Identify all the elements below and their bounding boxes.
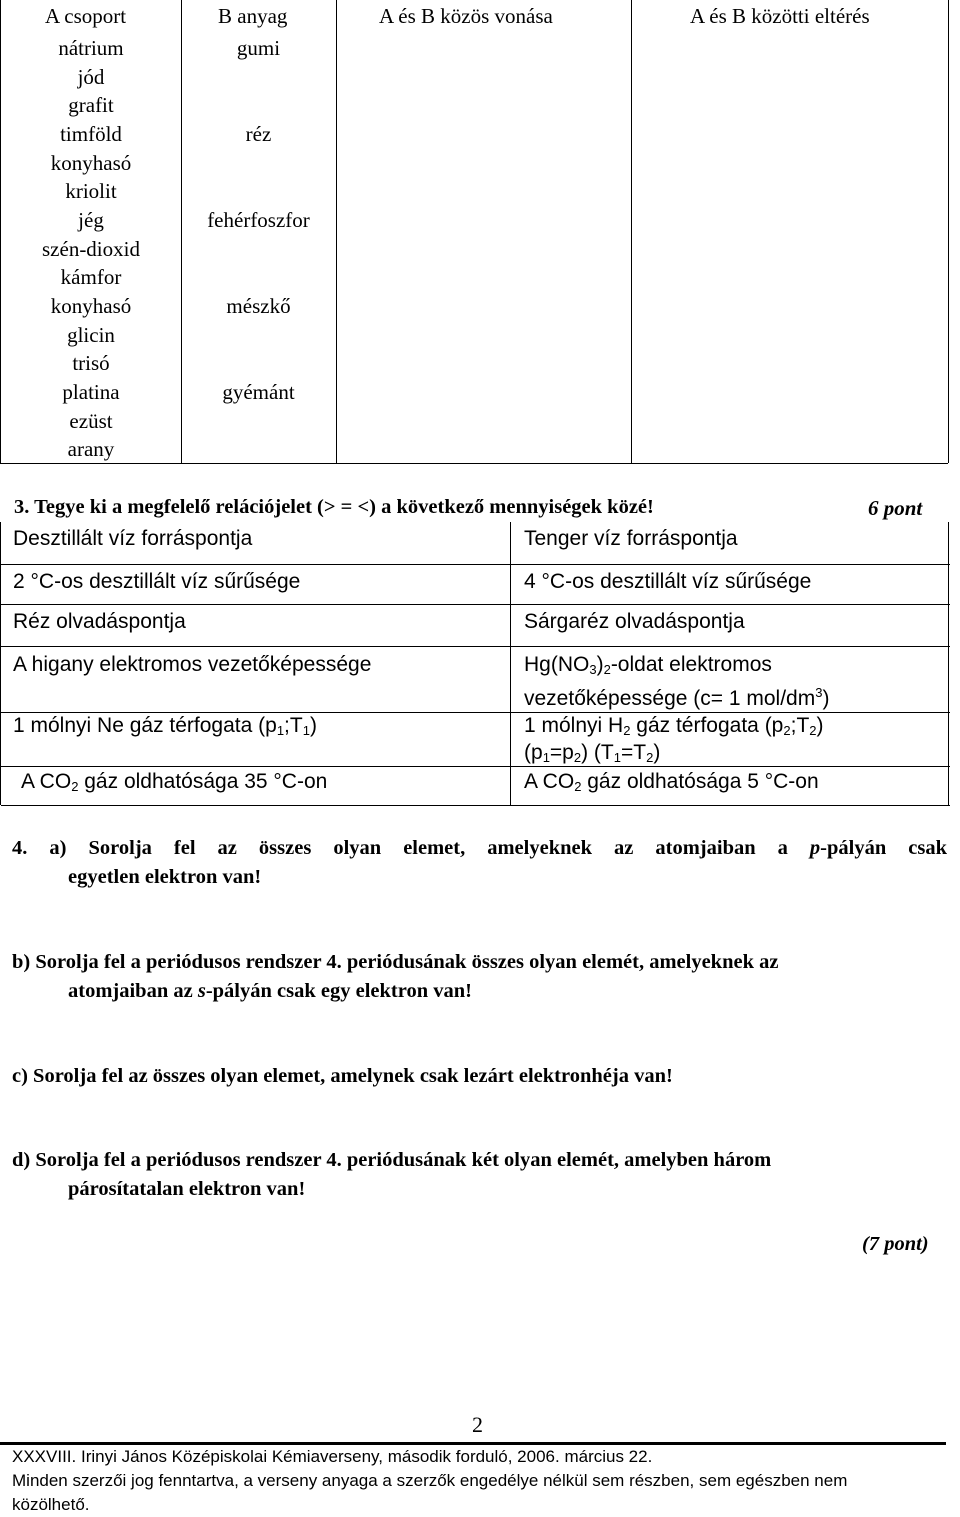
- group-a-cell: [1, 206, 181, 292]
- relation-table: [0, 522, 950, 805]
- substance: glicin: [67, 322, 115, 347]
- footer-line: Minden szerzői jog fenntartva, a verseny anyaga a szerzők engedélye nélkül sem részben, sem egészben nem: [12, 1471, 848, 1490]
- substance-b: fehérfoszfor: [207, 208, 310, 232]
- column-divider: [948, 0, 949, 463]
- footer-line: XXXVIII. Irinyi János Középiskolai Kémiaverseny, második forduló, 2006. március 22.: [12, 1447, 653, 1466]
- substance-b: gyémánt: [222, 380, 295, 404]
- quantity-left: 1 mólnyi Ne gáz térfogata $(p_1;T_1)$: [13, 714, 317, 738]
- question-4-points: (7 pont): [862, 1233, 929, 1255]
- page-number: 2: [472, 1412, 483, 1437]
- group-a-cell: [1, 378, 181, 464]
- header-b-substance: B anyag: [218, 4, 288, 28]
- comparison-table: [0, 0, 948, 464]
- substance: kriolit: [65, 179, 117, 204]
- quantity-right: 4 °C-os desztillált víz sűrűsége: [524, 570, 812, 593]
- quantity-right-cont: vezetőképessége (c= 1 mol/$dm^3$): [524, 685, 830, 710]
- header-a-group: A csoport: [45, 4, 127, 28]
- quantity-left: 2 °C-os desztillált víz sűrűsége: [13, 570, 301, 593]
- substance: jég: [78, 208, 104, 232]
- footer-text: [12, 1445, 947, 1517]
- quantity-left: A $CO_2$ gáz oldhatósága 35 °C-on: [21, 770, 328, 794]
- substance: nátrium: [58, 36, 124, 60]
- substance-b: mészkő: [226, 294, 291, 318]
- column-divider: [631, 0, 632, 463]
- group-a-cell: [1, 292, 181, 378]
- header-difference: A és B közötti eltérés: [690, 4, 870, 28]
- substance: konyhasó: [50, 150, 132, 175]
- question-4a: 4. a) Sorolja fel az összes olyan elemet, amelyeknek az atomjaiban a p-pályán csak egyetlen elektron van!: [12, 837, 947, 888]
- quantity-right: 1 mólnyi $H_2$ gáz térfogata $(p_2;T_2)$: [524, 714, 824, 738]
- question-4d: d) Sorolja fel a periódusos rendszer 4. periódusának két olyan elemét, amelyben három párosítatalan elektron van!: [12, 1149, 772, 1200]
- question-3-title: 3. Tegye ki a megfelelő relációjelet (> = <) a következő mennyiségek közé!: [14, 496, 654, 518]
- quantity-left: Desztillált víz forráspontja: [13, 527, 253, 550]
- quantity-left: A higany elektromos vezetőképessége: [13, 653, 372, 676]
- substance: platina: [62, 380, 120, 404]
- footer-line: közölhető.: [12, 1495, 90, 1514]
- group-a-cell: [1, 120, 181, 206]
- substance: szén-dioxid: [42, 236, 140, 261]
- quantity-left: Réz olvadáspontja: [13, 610, 186, 633]
- question-4b: b) Sorolja fel a periódusos rendszer 4. periódusának összes olyan elemét, amelyeknek az atomjaiban az s-pályán csak egy elektron van!: [12, 951, 779, 1002]
- quantity-right: Tenger víz forráspontja: [524, 527, 738, 550]
- quantity-right: $Hg(NO_3)_2$-oldat elektromos: [524, 653, 772, 677]
- substance: timföld: [60, 122, 122, 146]
- substance-b: réz: [245, 122, 272, 146]
- question-3-points: 6 pont: [868, 496, 923, 520]
- substance: jód: [77, 64, 105, 89]
- quantity-right: A $CO_2$ gáz oldhatósága 5 °C-on: [524, 770, 819, 794]
- substance: arany: [67, 437, 115, 462]
- substance: trisó: [72, 351, 110, 376]
- substance-b: gumi: [236, 36, 281, 60]
- question-4c: c) Sorolja fel az összes olyan elemet, amelynek csak lezárt elektronhéja van!: [12, 1065, 673, 1087]
- substance: grafit: [68, 93, 114, 118]
- group-a-cell: [1, 34, 181, 120]
- substance: ezüst: [69, 408, 113, 433]
- quantity-right: Sárgaréz olvadáspontja: [524, 610, 745, 633]
- column-divider: [336, 0, 337, 463]
- substance: konyhasó: [50, 294, 132, 318]
- header-common-trait: A és B közös vonása: [379, 4, 553, 28]
- quantity-right-cont: $(p_1=p_2)$ $(T_1=T_2)$: [524, 741, 661, 765]
- substance: kámfor: [60, 265, 122, 290]
